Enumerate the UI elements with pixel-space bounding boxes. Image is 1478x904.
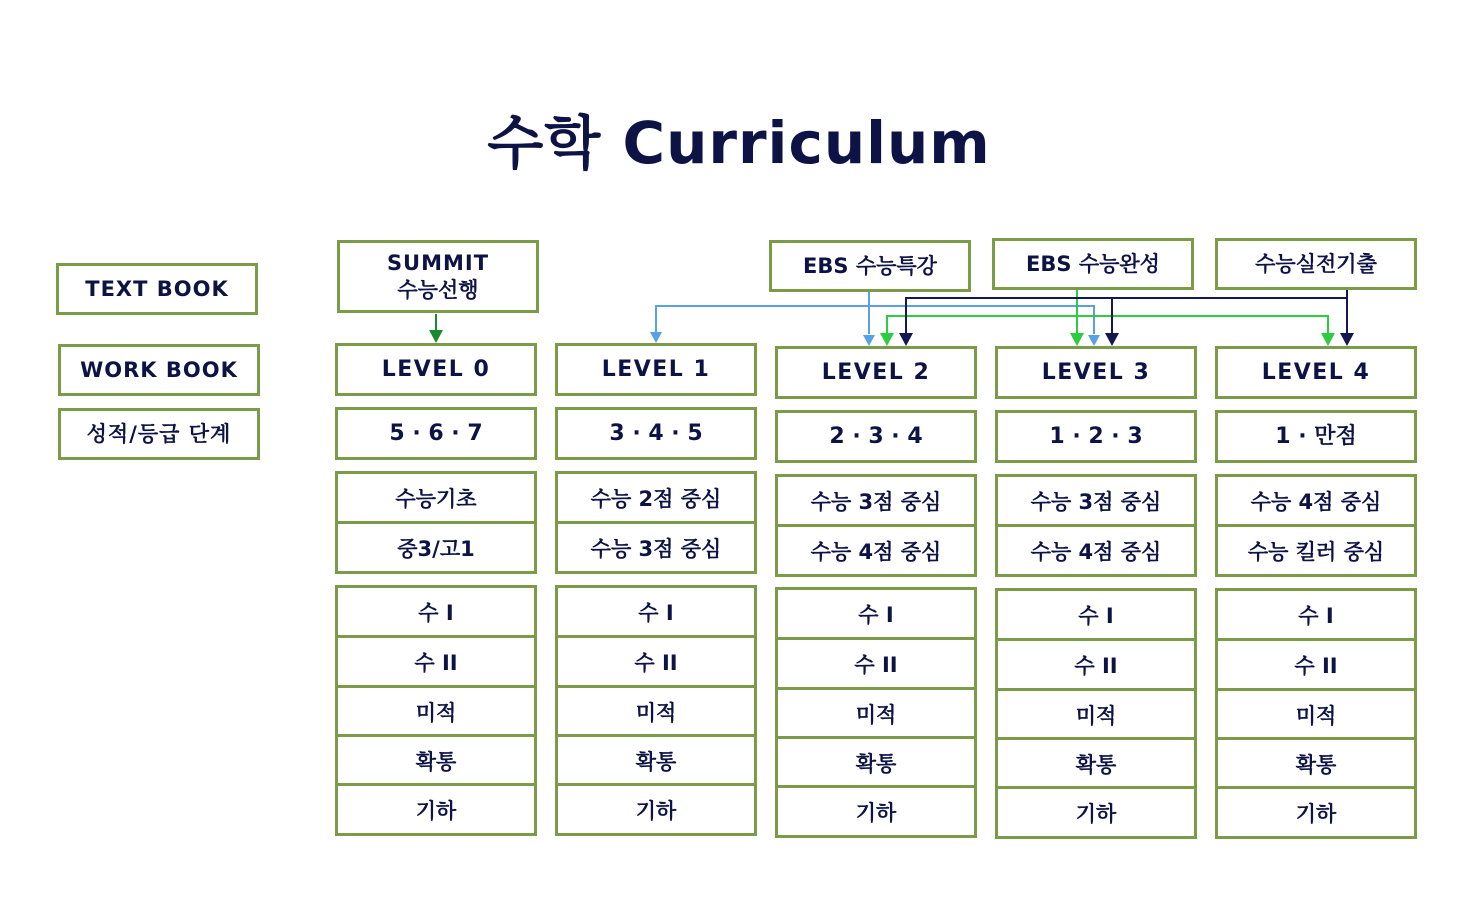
level-1-focus [555, 471, 757, 574]
level-1-subject-2: 수 II [555, 635, 757, 688]
level-0-grade [335, 407, 537, 460]
textbook-row-label-text: TEXT BOOK [85, 276, 229, 301]
level-3-box [995, 346, 1197, 399]
level-0-name: LEVEL 0 [381, 356, 491, 382]
level-0-subject-5: 기하 [335, 783, 537, 836]
workbook-row-label [58, 344, 260, 396]
level-3-subject-2: 수 II [995, 638, 1197, 691]
page-title: 수학 Curriculum [487, 109, 991, 177]
level-2-name: LEVEL 2 [821, 359, 931, 385]
level-0-focus-1: 수능기초 [335, 471, 537, 524]
textbook-summit-line2: 수능선행 [397, 277, 479, 302]
level-1-box [555, 343, 757, 396]
level-0-subjects [335, 585, 537, 836]
level-0-focus-2: 중3/고1 [335, 521, 537, 574]
level-1-name: LEVEL 1 [601, 356, 711, 382]
level-4-subject-5: 기하 [1215, 786, 1417, 839]
textbook-row-label [56, 263, 258, 315]
grade-row-label [58, 408, 260, 460]
level-3-subject-3: 미적 [995, 688, 1197, 741]
level-3-grade [995, 410, 1197, 463]
level-1-subject-5: 기하 [555, 783, 757, 836]
level-3-focus-2: 수능 4점 중심 [995, 524, 1197, 577]
level-3-name: LEVEL 3 [1041, 359, 1151, 385]
level-1-subject-4: 확통 [555, 734, 757, 787]
level-2-subject-4: 확통 [775, 736, 977, 789]
textbook-past-exams-text: 수능실전기출 [1255, 251, 1377, 276]
level-1-subjects [555, 585, 757, 836]
textbook-ebs-complete-text: EBS 수능완성 [1026, 251, 1160, 276]
level-2-subject-2: 수 II [775, 637, 977, 690]
level-4-box [1215, 346, 1417, 399]
level-0-box [335, 343, 537, 396]
textbook-summit-line1: SUMMIT [386, 251, 490, 276]
level-4-subject-1: 수 I [1215, 588, 1417, 641]
arrow-past-exams [899, 290, 1354, 346]
level-0-subject-4: 확통 [335, 734, 537, 787]
level-0-grade-text: 5 · 6 · 7 [389, 420, 483, 446]
level-1-grade [555, 407, 757, 460]
level-2-focus-2: 수능 4점 중심 [775, 524, 977, 577]
level-4-subject-2: 수 II [1215, 638, 1417, 691]
level-0-subject-2: 수 II [335, 635, 537, 688]
level-1-subject-1: 수 I [555, 585, 757, 638]
level-2-focus-1: 수능 3점 중심 [775, 474, 977, 527]
level-1-focus-1: 수능 2점 중심 [555, 471, 757, 524]
level-3-grade-text: 1 · 2 · 3 [1049, 423, 1143, 449]
arrow-ebs-complete [880, 290, 1335, 346]
level-4-subject-4: 확통 [1215, 737, 1417, 790]
level-3-subject-5: 기하 [995, 786, 1197, 839]
level-4-focus-1: 수능 4점 중심 [1215, 474, 1417, 527]
arrow-ebs-special [650, 292, 1100, 346]
level-4-subject-3: 미적 [1215, 688, 1417, 741]
arrow-summit-to-level0 [429, 314, 443, 343]
level-0-subject-3: 미적 [335, 685, 537, 738]
textbook-ebs-special [769, 240, 971, 292]
level-2-box [775, 346, 977, 399]
level-2-subject-5: 기하 [775, 785, 977, 838]
level-2-grade-text: 2 · 3 · 4 [829, 423, 923, 449]
textbook-past-exams [1215, 238, 1417, 290]
level-4-name: LEVEL 4 [1261, 359, 1371, 385]
level-2-subject-3: 미적 [775, 687, 977, 740]
level-4-focus-2: 수능 킬러 중심 [1215, 524, 1417, 577]
textbook-ebs-special-text: EBS 수능특강 [803, 253, 937, 278]
level-4-grade [1215, 410, 1417, 463]
level-0-subject-1: 수 I [335, 585, 537, 638]
textbook-ebs-complete [992, 238, 1194, 290]
level-2-subjects [775, 587, 977, 838]
grade-row-label-text: 성적/등급 단계 [86, 421, 232, 446]
level-1-grade-text: 3 · 4 · 5 [609, 420, 703, 446]
level-1-subject-3: 미적 [555, 685, 757, 738]
level-2-grade [775, 410, 977, 463]
level-4-focus [1215, 474, 1417, 577]
level-2-subject-1: 수 I [775, 587, 977, 640]
level-3-focus [995, 474, 1197, 577]
level-2-focus [775, 474, 977, 577]
workbook-row-label-text: WORK BOOK [80, 357, 238, 382]
textbook-summit [337, 240, 539, 313]
level-3-subjects [995, 588, 1197, 839]
level-0-focus [335, 471, 537, 574]
level-3-subject-1: 수 I [995, 588, 1197, 641]
level-4-grade-text: 1 · 만점 [1275, 423, 1357, 449]
level-3-focus-1: 수능 3점 중심 [995, 474, 1197, 527]
level-1-focus-2: 수능 3점 중심 [555, 521, 757, 574]
level-4-subjects [1215, 588, 1417, 839]
level-3-subject-4: 확통 [995, 737, 1197, 790]
